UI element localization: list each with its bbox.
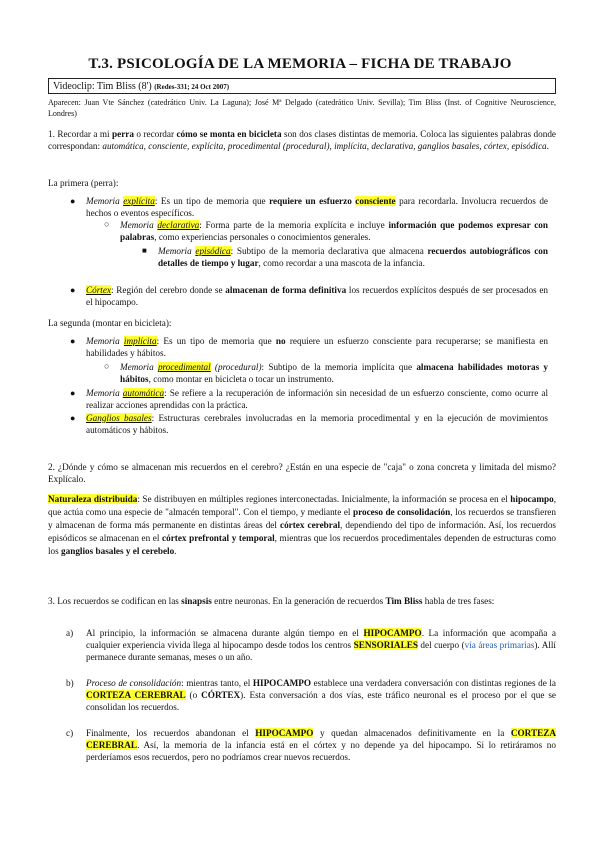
question-3: 3. Los recuerdos se codifican en las sinapsis entre neuronas. En la generación de recuerdos Tim Bliss habla de tres fases:: [48, 596, 495, 606]
primera-label: La primera (perra):: [48, 178, 119, 188]
page-title: T.3. PSICOLOGÍA DE LA MEMORIA – FICHA DE TRABAJO: [88, 56, 512, 72]
videoclip-box: [48, 78, 556, 94]
answer-2: Naturaleza distribuida: Se distribuyen en múltiples regiones interconectadas. Inicialmente, la información se procesa en el hipocampo, que actúa como una especie de "almacén temporal". Con el tiempo, y mediante el proceso de consolidación, los recuerdos se transfieren y almacenan de forma más permanente en distintas áreas del córtex cerebral, dependiendo del tipo de información. Así, los recuerdos episódicos se almacenan en el córtex prefrontal y temporal, mientras que los recuerdos procedimentales dependen de estructuras como los ganglios basales y el cerebelo.: [48, 494, 556, 556]
circle-bullet-icon: ○: [104, 361, 110, 371]
phase-b-marker: b): [66, 678, 74, 688]
videoclip-ref: (Redes-331; 24 Oct 2007): [154, 83, 230, 91]
phase-b: Proceso de consolidación: mientras tanto, el HIPOCAMPO establece una verdadera conversación con distintas regiones de la CORTEZA CEREBRAL (o CÓRTEX). Esta conversación a dos vías, este tráfico neuronal es el proceso por el que se consolidan los recuerdos.: [86, 678, 557, 713]
phase-a: Al principio, la información se almacena durante algún tiempo en el HIPOCAMPO. La información que acompaña a cualquier experiencia vivida llega al hipocampo desde todos los centros SENSORIALES del cuerpo (vía áreas primarias). Allí permanece durante semanas, meses o un año.: [86, 628, 556, 663]
item-implicita: Memoria implícita: Es un tipo de memoria que no requiere un esfuerzo consciente para recuperarse; se manifiesta en habilidades y hábitos.: [86, 336, 549, 359]
question-1: 1. Recordar a mi perra o recordar cómo se monta en bicicleta son dos clases distintas de memoria. Coloca las siguientes palabras donde correspondan: automática, consciente, explícita, procedimental (procedural), implícita, declarativa, ganglios basales, córtex, episódica.: [48, 129, 556, 152]
item-episodica: Memoria episódica: Subtipo de la memoria declarativa que almacena recuerdos autobiográficos con detalles de tiempo y lugar, como recordar a una mascota de la infancia.: [158, 246, 548, 269]
item-procedimental: Memoria procedimental (procedural): Subtipo de la memoria implícita que almacena habilidades motoras y hábitos, como montar en bicicleta o tocar un instrumento.: [120, 362, 548, 385]
phase-c-marker: c): [66, 728, 74, 738]
square-bullet-icon: ■: [142, 246, 147, 255]
disc-bullet-icon: ●: [70, 285, 76, 295]
item-automatica: Memoria automática: Se refiere a la recuperación de información sin necesidad de un esfuerzo consciente, como ocurre al realizar acciones aprendidas con la práctica.: [86, 388, 548, 411]
disc-bullet-icon: ●: [70, 196, 76, 206]
phase-c: Finalmente, los recuerdos abandonan el HIPOCAMPO y quedan almacenados definitivamente en la CORTEZA CEREBRAL. Así, la memoria de la infancia está en el córtex y no depende ya del hipocampo. Si lo retiráramos no perderíamos esos recuerdos, pero no podríamos crear nuevos recuerdos.: [86, 728, 556, 763]
videoclip-label: Videoclip: Tim Bliss (8'): [53, 81, 152, 92]
item-cortex: Córtex: Región del cerebro donde se almacenan de forma definitiva los recuerdos explícitos después de ser procesados en el hipocampo.: [86, 285, 548, 308]
disc-bullet-icon: ●: [70, 413, 76, 423]
disc-bullet-icon: ●: [70, 388, 76, 398]
aparecen-line: Aparecen: Juan Vte Sánchez (catedrático Univ. La Laguna); José Mª Delgado (catedrático Univ. Sevilla); Tim Bliss (Inst. of Cognitive Neuroscience, Londres): [48, 98, 556, 118]
item-ganglios: Ganglios basales: Estructuras cerebrales involucradas en la memoria procedimental y en la ejecución de movimientos automáticos y hábitos.: [86, 413, 548, 436]
item-declarativa: Memoria declarativa: Forma parte de la memoria explícita e incluye información que podemos expresar con palabras, como experiencias personales o conocimientos generales.: [120, 220, 549, 243]
disc-bullet-icon: ●: [70, 336, 76, 346]
segunda-label: La segunda (montar en bicicleta):: [48, 318, 172, 328]
question-2: 2. ¿Dónde y cómo se almacenan mis recuerdos en el cerebro? ¿Están en una especie de "caja" o zona concreta y limitada del mismo? Explícalo.: [48, 462, 556, 485]
phase-a-marker: a): [66, 628, 74, 638]
item-explicita: Memoria explícita: Es un tipo de memoria que requiere un esfuerzo consciente para recordarla. Involucra recuerdos de hechos o eventos específicos.: [86, 196, 549, 219]
circle-bullet-icon: ○: [104, 219, 110, 229]
